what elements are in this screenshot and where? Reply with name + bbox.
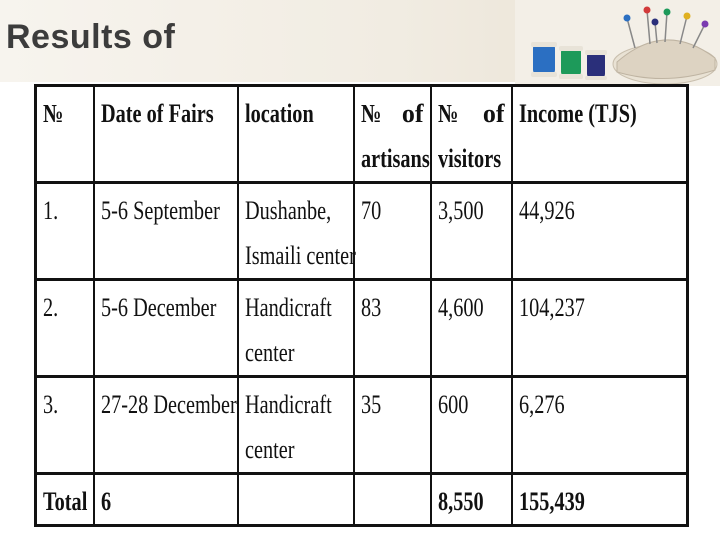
header-visitors: № of visitors: [431, 86, 512, 183]
cell-location: Dushanbe, Ismaili center: [238, 183, 354, 280]
table-row: [36, 280, 688, 377]
cell-location: Handicraft center: [238, 280, 354, 377]
sewing-spools-pincushion-icon: [515, 0, 720, 86]
cell-num: 1.: [36, 183, 94, 280]
total-visitors: 8,550: [431, 474, 512, 526]
cell-date: 5-6 December: [94, 280, 238, 377]
results-table-container: [34, 84, 686, 516]
total-income: 155,439: [512, 474, 688, 526]
total-location: [238, 474, 354, 526]
cell-location: Handicraft center: [238, 377, 354, 474]
header-date: Date of Fairs: [94, 86, 238, 183]
results-table: [34, 84, 689, 527]
cell-visitors: 600: [431, 377, 512, 474]
cell-income: 44,926: [512, 183, 688, 280]
header-artisans: № of artisans: [354, 86, 431, 183]
cell-income: 104,237: [512, 280, 688, 377]
cell-income: 6,276: [512, 377, 688, 474]
slide-title: Results of: [6, 18, 176, 56]
cell-artisans: 70: [354, 183, 431, 280]
table-total-row: [36, 474, 688, 526]
cell-date: 27-28 December: [94, 377, 238, 474]
cell-date: 5-6 September: [94, 183, 238, 280]
total-fairs: 6: [94, 474, 238, 526]
header-num: №: [36, 86, 94, 183]
cell-artisans: 83: [354, 280, 431, 377]
cell-num: 2.: [36, 280, 94, 377]
table-row: [36, 183, 688, 280]
cell-visitors: 4,600: [431, 280, 512, 377]
header-location: location: [238, 86, 354, 183]
header-income: Income (TJS): [512, 86, 688, 183]
total-label: Total: [36, 474, 94, 526]
table-header-row: [36, 86, 688, 183]
cell-artisans: 35: [354, 377, 431, 474]
cell-visitors: 3,500: [431, 183, 512, 280]
table-row: [36, 377, 688, 474]
cell-num: 3.: [36, 377, 94, 474]
total-artisans: [354, 474, 431, 526]
